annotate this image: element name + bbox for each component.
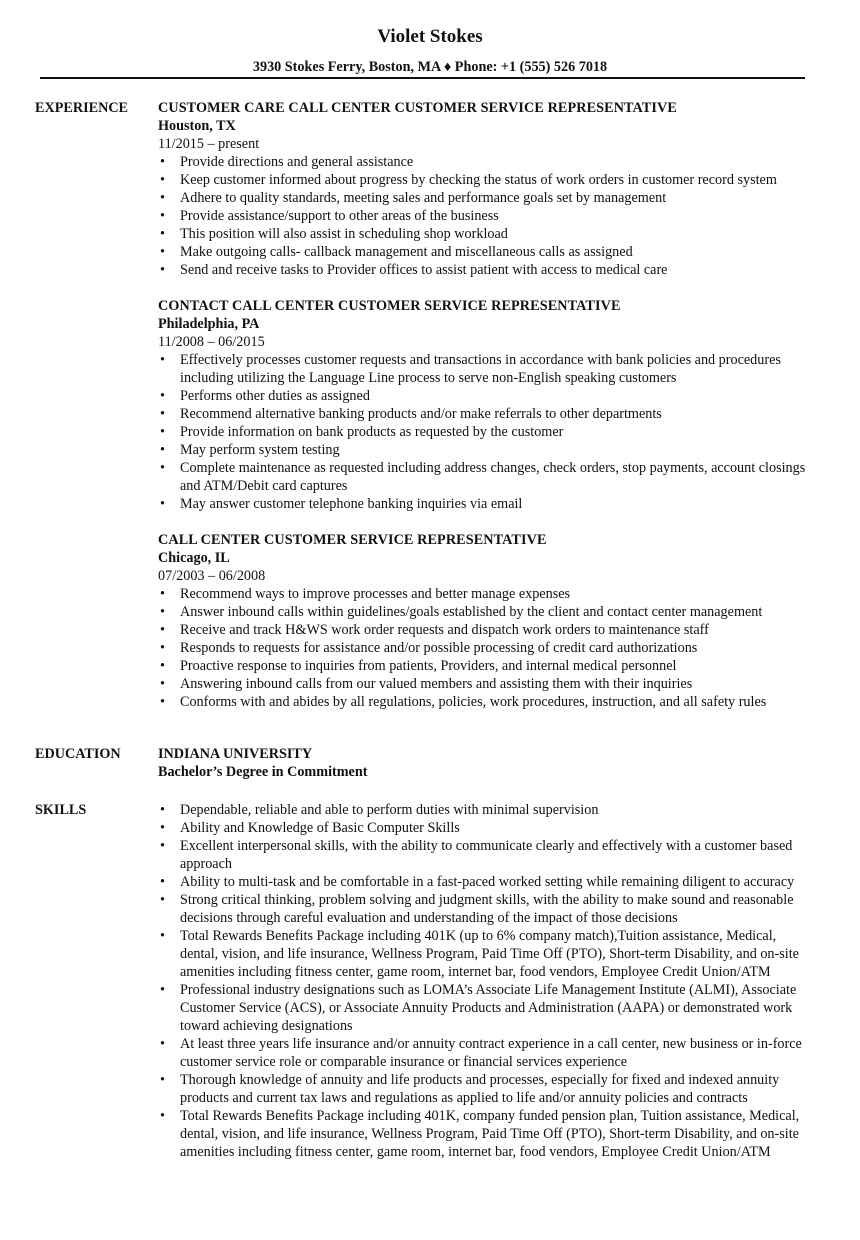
skills-body	[158, 801, 808, 1161]
bullet-text: Professional industry designations such as LOMA’s Associate Life Management Institute (ALMI), Associate Customer Service (ACS), or Associate Annuity Products and Administration (AAPA) or demonstrated work toward achieving designations	[180, 982, 797, 1034]
job-entry	[158, 297, 808, 513]
bullet-item	[158, 1071, 808, 1107]
bullet-text: Ability and Knowledge of Basic Computer Skills	[180, 820, 460, 836]
bullet-dot-icon: •	[160, 172, 165, 188]
bullet-dot-icon: •	[160, 262, 165, 278]
job-bullets	[158, 585, 808, 711]
experience-heading: EXPERIENCE	[35, 100, 129, 116]
job-title: CALL CENTER CUSTOMER SERVICE REPRESENTATIVE	[158, 532, 547, 548]
bullet-item	[158, 495, 808, 513]
bullet-item	[158, 423, 808, 441]
bullet-item	[158, 639, 808, 657]
bullet-item	[158, 243, 808, 261]
bullet-text: Thorough knowledge of annuity and life products and processes, especially for fixed and indexed annuity products and current tax laws and regulations as applied to life and/or annuity policies and contracts	[180, 1072, 780, 1106]
bullet-dot-icon: •	[160, 640, 165, 656]
bullet-dot-icon: •	[160, 226, 165, 242]
bullet-text: Excellent interpersonal skills, with the ability to communicate clearly and effectively with a customer based approach	[180, 838, 793, 872]
bullet-item	[158, 153, 808, 171]
bullet-text: Total Rewards Benefits Package including 401K (up to 6% company match),Tuition assistance, Medical, dental, vision, and life insurance, Wellness Program, Paid Time Off (PTO), Short-term Disability, and on-site amenities including fitness center, game room, internet bar, food vendors, Employee Credit Union/ATM	[180, 928, 799, 980]
bullet-text: Make outgoing calls- callback management and miscellaneous calls as assigned	[180, 244, 633, 260]
job-title: CUSTOMER CARE CALL CENTER CUSTOMER SERVICE REPRESENTATIVE	[158, 100, 677, 116]
bullet-dot-icon: •	[160, 442, 165, 458]
job-title: CONTACT CALL CENTER CUSTOMER SERVICE REPRESENTATIVE	[158, 298, 621, 314]
bullet-dot-icon: •	[160, 676, 165, 692]
bullet-dot-icon: •	[160, 154, 165, 170]
job-location: Houston, TX	[158, 118, 236, 134]
job-entry	[158, 531, 808, 711]
bullet-dot-icon: •	[160, 1108, 165, 1124]
bullet-text: Ability to multi-task and be comfortable in a fast-paced worked setting while remaining diligent to accuracy	[180, 874, 795, 890]
bullet-item	[158, 693, 808, 711]
contact-line: 3930 Stokes Ferry, Boston, MA ♦ Phone: +1 (555) 526 7018	[252, 59, 608, 75]
bullet-text: Keep customer informed about progress by checking the status of work orders in customer record system	[180, 172, 777, 188]
job-bullets	[158, 351, 808, 513]
bullet-item	[158, 819, 808, 837]
bullet-text: Total Rewards Benefits Package including 401K, company funded pension plan, Tuition assistance, Medical, dental, vision, and life insurance, Wellness Program, Paid Time Off (PTO), Short-term Disability, and on-site amenities including fitness center, game room, internet bar, food vendors, Employee Credit Union/ATM	[180, 1108, 800, 1160]
job-dates: 11/2015 – present	[158, 136, 260, 152]
bullet-dot-icon: •	[160, 586, 165, 602]
bullet-item	[158, 621, 808, 639]
bullet-item	[158, 603, 808, 621]
bullet-item	[158, 459, 808, 495]
bullet-item	[158, 837, 808, 873]
bullet-dot-icon: •	[160, 838, 165, 854]
job-dates: 11/2008 – 06/2015	[158, 334, 265, 350]
bullet-dot-icon: •	[160, 424, 165, 440]
bullet-dot-icon: •	[160, 928, 165, 944]
bullet-item	[158, 675, 808, 693]
bullet-dot-icon: •	[160, 460, 165, 476]
bullet-text: Provide directions and general assistance	[180, 154, 414, 170]
bullet-text: Conforms with and abides by all regulations, policies, work procedures, instruction, and all safety rules	[180, 694, 767, 710]
header-divider	[40, 77, 805, 79]
bullet-text: This position will also assist in scheduling shop workload	[180, 226, 508, 242]
bullet-item	[158, 189, 808, 207]
bullet-item	[158, 657, 808, 675]
bullet-item	[158, 981, 808, 1035]
bullet-dot-icon: •	[160, 892, 165, 908]
bullet-dot-icon: •	[160, 352, 165, 368]
bullet-text: At least three years life insurance and/or annuity contract experience in a call center, new business or in-force customer service role or comparable insurance or financial services experience	[180, 1036, 802, 1070]
bullet-item	[158, 387, 808, 405]
bullet-item	[158, 405, 808, 423]
job-dates: 07/2003 – 06/2008	[158, 568, 266, 584]
bullet-dot-icon: •	[160, 190, 165, 206]
bullet-text: Strong critical thinking, problem solving and judgment skills, with the ability to make sound and reasonable decisions through careful evaluation and understanding of the impact of those decisions	[180, 892, 794, 926]
bullet-item	[158, 801, 808, 819]
bullet-text: Complete maintenance as requested including address changes, check orders, stop payments, account closings and ATM/Debit card captures	[180, 460, 806, 494]
bullet-dot-icon: •	[160, 1072, 165, 1088]
bullet-dot-icon: •	[160, 820, 165, 836]
bullet-item	[158, 1035, 808, 1071]
bullet-text: Provide information on bank products as requested by the customer	[180, 424, 564, 440]
candidate-name: Violet Stokes	[377, 26, 483, 47]
bullet-dot-icon: •	[160, 658, 165, 674]
bullet-text: Responds to requests for assistance and/or possible processing of credit card authorizations	[180, 640, 698, 656]
bullet-item	[158, 261, 808, 279]
bullet-text: Adhere to quality standards, meeting sales and performance goals set by management	[180, 190, 667, 206]
bullet-item	[158, 225, 808, 243]
bullet-text: Answer inbound calls within guidelines/goals established by the client and contact center management	[180, 604, 763, 620]
bullet-item	[158, 441, 808, 459]
bullet-item	[158, 927, 808, 981]
bullet-dot-icon: •	[160, 406, 165, 422]
education-heading: EDUCATION	[35, 746, 121, 762]
bullet-text: Proactive response to inquiries from patients, Providers, and internal medical personnel	[180, 658, 677, 674]
bullet-dot-icon: •	[160, 604, 165, 620]
bullet-text: Dependable, reliable and able to perform duties with minimal supervision	[180, 802, 599, 818]
bullet-text: Recommend alternative banking products and/or make referrals to other departments	[180, 406, 662, 422]
bullet-text: May answer customer telephone banking inquiries via email	[180, 496, 523, 512]
bullet-dot-icon: •	[160, 244, 165, 260]
bullet-text: Recommend ways to improve processes and better manage expenses	[180, 586, 571, 602]
bullet-item	[158, 351, 808, 387]
job-bullets	[158, 153, 808, 279]
bullet-dot-icon: •	[160, 802, 165, 818]
degree: Bachelor’s Degree in Commitment	[158, 764, 368, 780]
bullet-item	[158, 891, 808, 927]
bullet-item	[158, 585, 808, 603]
bullet-item	[158, 171, 808, 189]
bullet-item	[158, 1107, 808, 1161]
bullet-dot-icon: •	[160, 1036, 165, 1052]
bullet-dot-icon: •	[160, 874, 165, 890]
skills-heading: SKILLS	[35, 802, 87, 818]
bullet-dot-icon: •	[160, 622, 165, 638]
bullet-dot-icon: •	[160, 388, 165, 404]
bullet-dot-icon: •	[160, 496, 165, 512]
bullet-item	[158, 873, 808, 891]
bullet-text: Effectively processes customer requests and transactions in accordance with bank policies and procedures including utilizing the Language Line process to serve non-English speaking customers	[180, 352, 781, 386]
bullet-text: Send and receive tasks to Provider offices to assist patient with access to medical care	[180, 262, 668, 278]
education-body	[158, 745, 808, 781]
bullet-dot-icon: •	[160, 694, 165, 710]
bullet-text: Receive and track H&WS work order requests and dispatch work orders to maintenance staff	[180, 622, 709, 638]
job-location: Philadelphia, PA	[158, 316, 260, 332]
bullet-text: Provide assistance/support to other areas of the business	[180, 208, 499, 224]
job-location: Chicago, IL	[158, 550, 230, 566]
school-name: INDIANA UNIVERSITY	[158, 746, 313, 762]
bullet-text: Answering inbound calls from our valued members and assisting them with their inquiries	[180, 676, 693, 692]
bullet-dot-icon: •	[160, 982, 165, 998]
experience-body	[158, 99, 808, 729]
bullet-text: May perform system testing	[180, 442, 340, 458]
bullet-dot-icon: •	[160, 208, 165, 224]
bullet-item	[158, 207, 808, 225]
skills-list	[158, 801, 808, 1161]
job-entry	[158, 99, 808, 279]
bullet-text: Performs other duties as assigned	[180, 388, 370, 404]
